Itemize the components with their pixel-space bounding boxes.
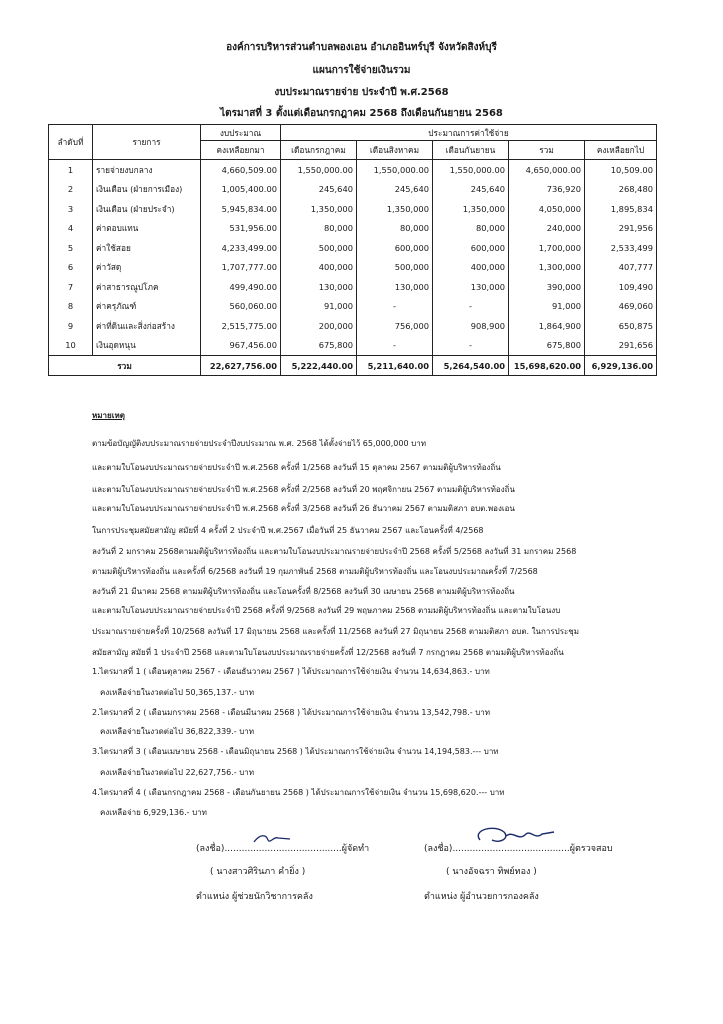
row-item: ค่าใช้สอย xyxy=(93,238,201,258)
row-jul: 500,000 xyxy=(281,238,357,258)
row-item: เงินอุดหนุน xyxy=(93,336,201,356)
row-no: 6 xyxy=(49,258,93,278)
row-sum: 1,700,000 xyxy=(509,238,585,258)
row-sep: 130,000 xyxy=(433,277,509,297)
col-header-item: รายการ xyxy=(93,125,201,160)
left-sign-role: ผู้จัดทำ xyxy=(341,844,370,854)
row-jul: 130,000 xyxy=(281,277,357,297)
row-sep: 908,900 xyxy=(433,316,509,336)
row-no: 4 xyxy=(49,219,93,239)
row-no: 7 xyxy=(49,277,93,297)
note-line: 1.ไตรมาสที่ 1 ( เดือนตุลาคม 2567 - เดือนธันวาคม 2567 ) ได้ประมาณการใช้จ่ายเงิน จำนวน 14,634,863.- บาท xyxy=(92,667,490,676)
right-sign-role: ผู้ตรวจสอบ xyxy=(569,844,613,854)
notes-title: หมายเหตุ xyxy=(92,411,125,420)
note-line: 3.ไตรมาสที่ 3 ( เดือนเมษายน 2568 - เดือนมิถุนายน 2568 ) ได้ประมาณการใช้จ่ายเงิน จำนวน 14,194,583.--- บาท xyxy=(92,747,499,756)
row-sep: 245,640 xyxy=(433,180,509,200)
row-budget: 967,456.00 xyxy=(201,336,281,356)
col-header-budget-remain: คงเหลือยกมา xyxy=(201,141,281,160)
row-item: เงินเดือน (ฝ่ายการเมือง) xyxy=(93,180,201,200)
row-sep: - xyxy=(433,336,509,356)
row-no: 10 xyxy=(49,336,93,356)
left-signer-position: ตำแหน่ง ผู้ช่วยนักวิชาการคลัง xyxy=(196,892,313,902)
note-line: และตามใบโอนงบประมาณรายจ่ายประจำปี พ.ศ.2568 ครั้งที่ 3/2568 ลงวันที่ 26 ธันวาคม 2567 ตามมติสภา อบต.พองเอน xyxy=(92,504,515,513)
row-remain: 407,777 xyxy=(585,258,657,278)
note-line: ลงวันที่ 21 มีนาคม 2568 ตามมติผู้บริหารท้องถิ่น และโอนครั้งที่ 8/2568 ลงวันที่ 30 เมษายน 2568 ตามมติผู้บริหารท้องถิ่น xyxy=(92,587,515,596)
note-line: 4.ไตรมาสที่ 4 ( เดือนกรกฎาคม 2568 - เดือนกันยายน 2568 ) ได้ประมาณการใช้จ่ายเงิน จำนวน 15,698,620.--- บาท xyxy=(92,788,505,797)
row-remain: 1,895,834 xyxy=(585,199,657,219)
row-sep: 400,000 xyxy=(433,258,509,278)
row-no: 9 xyxy=(49,316,93,336)
row-remain: 650,875 xyxy=(585,316,657,336)
row-aug: 600,000 xyxy=(357,238,433,258)
note-line: คงเหลือจ่ายในงวดต่อไป 22,627,756.- บาท xyxy=(100,768,255,777)
row-no: 3 xyxy=(49,199,93,219)
note-line: ตามข้อบัญญัติงบประมาณรายจ่ายประจำปีงบประมาณ พ.ศ. 2568 ได้ตั้งจ่ายไว้ 65,000,000 บาท xyxy=(92,439,426,448)
row-sum: 675,800 xyxy=(509,336,585,356)
row-sep: 600,000 xyxy=(433,238,509,258)
row-sum: 1,864,900 xyxy=(509,316,585,336)
total-remain: 6,929,136.00 xyxy=(585,356,657,376)
row-no: 2 xyxy=(49,180,93,200)
plan-title: แผนการใช้จ่ายเงินรวม xyxy=(312,65,411,76)
row-jul: 245,640 xyxy=(281,180,357,200)
row-sum: 4,650,000.00 xyxy=(509,160,585,180)
budget-year-title: งบประมาณรายจ่าย ประจำปี พ.ศ.2568 xyxy=(274,87,449,98)
table-row xyxy=(49,277,657,297)
table-row xyxy=(49,199,657,219)
row-item: ค่าครุภัณฑ์ xyxy=(93,297,201,317)
row-budget: 499,490.00 xyxy=(201,277,281,297)
note-line: และตามใบโอนงบประมาณรายจ่ายประจำปี พ.ศ.2568 ครั้งที่ 2/2568 ลงวันที่ 20 พฤศจิกายน 2567 ตามมติผู้บริหารท้องถิ่น xyxy=(92,485,515,494)
row-aug: 130,000 xyxy=(357,277,433,297)
row-aug: 500,000 xyxy=(357,258,433,278)
row-sep: 1,350,000 xyxy=(433,199,509,219)
left-signer-name: ( นางสาวศิรินภา คำยิ่ง ) xyxy=(210,867,306,877)
row-aug: 1,350,000 xyxy=(357,199,433,219)
quarter-title: ไตรมาสที่ 3 ตั้งแต่เดือนกรกฎาคม 2568 ถึงเดือนกันยายน 2568 xyxy=(220,108,503,119)
table-row xyxy=(49,160,657,180)
total-label: รวม xyxy=(49,356,201,376)
total-aug: 5,211,640.00 xyxy=(357,356,433,376)
right-sign-prefix: (ลงชื่อ)......................................... xyxy=(424,844,570,854)
row-remain: 109,490 xyxy=(585,277,657,297)
row-no: 8 xyxy=(49,297,93,317)
table-row xyxy=(49,258,657,278)
row-sum: 736,920 xyxy=(509,180,585,200)
table-row xyxy=(49,180,657,200)
row-item: ค่าตอบแทน xyxy=(93,219,201,239)
row-no: 1 xyxy=(49,160,93,180)
row-sep: 80,000 xyxy=(433,219,509,239)
row-budget: 2,515,775.00 xyxy=(201,316,281,336)
row-aug: 1,550,000.00 xyxy=(357,160,433,180)
row-jul: 91,000 xyxy=(281,297,357,317)
note-line: ในการประชุมสมัยสามัญ สมัยที่ 4 ครั้งที่ 2 ประจำปี พ.ศ.2567 เมื่อวันที่ 25 ธันวาคม 2567 และโอนครั้งที่ 4/2568 xyxy=(92,526,484,535)
row-item: เงินเดือน (ฝ่ายประจำ) xyxy=(93,199,201,219)
total-budget: 22,627,756.00 xyxy=(201,356,281,376)
row-budget: 4,233,499.00 xyxy=(201,238,281,258)
row-no: 5 xyxy=(49,238,93,258)
note-line: คงเหลือจ่ายในงวดต่อไป 50,365,137.- บาท xyxy=(100,688,255,697)
org-title: องค์การบริหารส่วนตำบลพองเอน อำเภออินทร์บุรี จังหวัดสิงห์บุรี xyxy=(226,42,497,53)
row-budget: 4,660,509.00 xyxy=(201,160,281,180)
row-sum: 390,000 xyxy=(509,277,585,297)
row-budget: 560,060.00 xyxy=(201,297,281,317)
row-item: ค่าวัสดุ xyxy=(93,258,201,278)
total-sep: 5,264,540.00 xyxy=(433,356,509,376)
col-header-remain: คงเหลือยกไป xyxy=(585,141,657,160)
left-sign-prefix: (ลงชื่อ)......................................... xyxy=(196,844,342,854)
right-signer-position: ตำแหน่ง ผู้อำนวยการกองคลัง xyxy=(424,892,539,902)
row-sum: 91,000 xyxy=(509,297,585,317)
row-jul: 1,350,000 xyxy=(281,199,357,219)
col-header-plan: ประมาณการค่าใช้จ่าย xyxy=(281,125,657,141)
row-sum: 1,300,000 xyxy=(509,258,585,278)
note-line: คงเหลือจ่าย 6,929,136.- บาท xyxy=(100,808,207,817)
row-aug: 80,000 xyxy=(357,219,433,239)
table-row xyxy=(49,219,657,239)
total-sum: 15,698,620.00 xyxy=(509,356,585,376)
note-line: ประมาณรายจ่ายครั้งที่ 10/2568 ลงวันที่ 17 มิถุนายน 2568 และครั้งที่ 11/2568 ลงวันที่ 27 มิถุนายน 2568 ตามมติสภา อบต. ในการประชุม xyxy=(92,627,579,636)
row-sep: 1,550,000.00 xyxy=(433,160,509,180)
row-remain: 268,480 xyxy=(585,180,657,200)
row-aug: - xyxy=(357,336,433,356)
row-budget: 5,945,834.00 xyxy=(201,199,281,219)
note-line: และตามใบโอนงบประมาณรายจ่ายประจำปี 2568 ครั้งที่ 9/2568 ลงวันที่ 29 พฤษภาคม 2568 ตามมติผู้บริหารท้องถิ่น และตามใบโอนงบ xyxy=(92,606,561,615)
row-jul: 675,800 xyxy=(281,336,357,356)
note-line: สมัยสามัญ สมัยที่ 1 ประจำปี 2568 และตามใบโอนงบประมาณรายจ่ายครั้งที่ 12/2568 ลงวันที่ 7 กรกฎาคม 2568 ตามมติผู้บริหารท้องถิ่น xyxy=(92,648,564,657)
row-jul: 1,550,000.00 xyxy=(281,160,357,180)
note-line: คงเหลือจ่ายในงวดต่อไป 36,822,339.- บาท xyxy=(100,727,255,736)
table-row xyxy=(49,316,657,336)
row-jul: 80,000 xyxy=(281,219,357,239)
total-jul: 5,222,440.00 xyxy=(281,356,357,376)
right-signature-mark xyxy=(470,822,560,850)
col-header-sum: รวม xyxy=(509,141,585,160)
row-budget: 531,956.00 xyxy=(201,219,281,239)
note-line: ลงวันที่ 2 มกราคม 2568ตามมติผู้บริหารท้องถิ่น และตามใบโอนงบประมาณรายจ่ายประจำปี 2568 ครั้งที่ 5/2568 ลงวันที่ 31 มกราคม 2568 xyxy=(92,547,577,556)
table-row xyxy=(49,238,657,258)
row-aug: 245,640 xyxy=(357,180,433,200)
row-sum: 240,000 xyxy=(509,219,585,239)
col-header-sep: เดือนกันยายน xyxy=(433,141,509,160)
row-aug: 756,000 xyxy=(357,316,433,336)
row-sum: 4,050,000 xyxy=(509,199,585,219)
row-remain: 2,533,499 xyxy=(585,238,657,258)
col-header-jul: เดือนกรกฎาคม xyxy=(281,141,357,160)
row-jul: 400,000 xyxy=(281,258,357,278)
col-header-budget: งบประมาณ xyxy=(201,125,281,141)
table-row xyxy=(49,336,657,356)
row-remain: 291,956 xyxy=(585,219,657,239)
table-row xyxy=(49,297,657,317)
row-sep: - xyxy=(433,297,509,317)
row-jul: 200,000 xyxy=(281,316,357,336)
total-row xyxy=(49,356,657,376)
col-header-aug: เดือนสิงหาคม xyxy=(357,141,433,160)
right-signer-name: ( นางอัจฉรา ทิพย์ทอง ) xyxy=(446,867,537,877)
row-item: ค่าสาธารณูปโภค xyxy=(93,277,201,297)
row-budget: 1,707,777.00 xyxy=(201,258,281,278)
row-item: ค่าที่ดินและสิ่งก่อสร้าง xyxy=(93,316,201,336)
row-item: รายจ่ายงบกลาง xyxy=(93,160,201,180)
row-remain: 469,060 xyxy=(585,297,657,317)
col-header-no: ลำดับที่ xyxy=(49,125,93,160)
budget-table xyxy=(48,124,657,376)
row-remain: 10,509.00 xyxy=(585,160,657,180)
note-line: ตามมติผู้บริหารท้องถิ่น และครั้งที่ 6/2568 ลงวันที่ 19 กุมภาพันธ์ 2568 ตามมติผู้บริหารท้องถิ่น และโอนงบประมาณครั้งที่ 7/2568 xyxy=(92,567,538,576)
note-line: 2.ไตรมาสที่ 2 ( เดือนมกราคม 2568 - เดือนมีนาคม 2568 ) ได้ประมาณการใช้จ่ายเงิน จำนวน 13,542,798.- บาท xyxy=(92,708,491,717)
row-aug: - xyxy=(357,297,433,317)
row-budget: 1,005,400.00 xyxy=(201,180,281,200)
note-line: และตามใบโอนงบประมาณรายจ่ายประจำปี พ.ศ.2568 ครั้งที่ 1/2568 ลงวันที่ 15 ตุลาคม 2567 ตามมติผู้บริหารท้องถิ่น xyxy=(92,463,501,472)
left-signature-mark xyxy=(250,830,300,848)
row-remain: 291,656 xyxy=(585,336,657,356)
